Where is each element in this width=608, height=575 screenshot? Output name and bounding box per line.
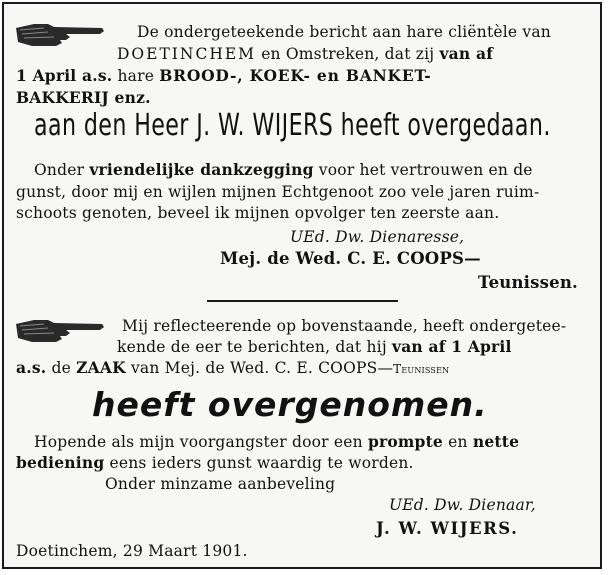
notice2-as: a.s. — [16, 358, 47, 377]
notice2-signer: J. W. WIJERS. — [376, 519, 519, 538]
notice1-para-line2: gunst, door mij en wijlen mijnen Echtgenoot zoo vele jaren ruim- — [16, 183, 540, 201]
para-bold: vriendelijke dankzegging — [89, 160, 314, 179]
para-text: voor het vertrouwen en de — [318, 161, 533, 179]
notice1-line3 — [16, 67, 431, 85]
pointing-hand-icon — [14, 316, 106, 346]
divider — [207, 300, 398, 302]
para-bold: bediening — [16, 453, 105, 472]
notice2-line2 — [117, 338, 512, 356]
notice2-text: van Mej. de Wed. C. E. COOPS— — [130, 359, 394, 377]
para-text: Hopende als mijn voorgangster door een — [34, 433, 363, 451]
para-text: eens ieders gunst waardig te worden. — [109, 454, 414, 472]
para-bold: nette — [472, 432, 520, 451]
notice2-date: van af 1 April — [391, 337, 512, 356]
notice1-line1: De ondergeteekende bericht aan hare cliëntèle van — [137, 23, 551, 41]
dateline: Doetinchem, 29 Maart 1901. — [16, 542, 248, 560]
pointing-hand-icon — [14, 20, 106, 50]
notice1-line2-bold: van af — [439, 44, 494, 63]
para-text: Onder — [34, 161, 85, 179]
notice2-para-line3: Onder minzame aanbeveling — [105, 475, 336, 493]
notice1-signer-line2: Teunissen. — [478, 273, 578, 292]
notice1-line2-text: en Omstreken, dat zij — [261, 45, 435, 63]
notice1-para-line3: schoots genoten, beveel ik mijnen opvolger ten zeerste aan. — [16, 204, 500, 222]
notice2-text-smallcaps: Teunissen — [393, 362, 450, 376]
notice2-text: kende de eer te berichten, dat hij — [117, 338, 387, 356]
notice2-line1: Mij reflecteerende op bovenstaande, heeft ondergetee- — [122, 317, 567, 335]
town-name: DOETINCHEM — [117, 45, 257, 63]
notice1-line4: BAKKERIJ enz. — [16, 88, 151, 107]
notice1-line2 — [117, 45, 493, 63]
notice1-para-line1 — [34, 161, 533, 179]
notice1-signer: Mej. de Wed. C. E. COOPS— — [220, 249, 481, 268]
notice2-line3 — [16, 359, 449, 378]
para-bold: prompte — [367, 432, 443, 451]
notice1-date: 1 April a.s. — [16, 66, 113, 85]
notice1-line3-text: hare — [117, 67, 155, 85]
notice2-text: de — [51, 359, 72, 377]
notice2-zaak: ZAAK — [76, 358, 126, 377]
notice2-headline: heeft overgenomen. — [92, 385, 488, 424]
notice2-closing: UEd. Dw. Dienaar, — [389, 496, 536, 514]
para-text: en — [448, 433, 468, 451]
notice2-para-line1 — [34, 433, 519, 451]
notice1-closing: UEd. Dw. Dienaresse, — [290, 228, 465, 246]
notice1-headline: aan den Heer J. W. WIJERS heeft overgedaan. — [34, 108, 551, 143]
notice2-para-line2 — [16, 454, 414, 472]
notice1-trade: BROOD-, KOEK- en BANKET- — [159, 66, 432, 85]
advertisement — [2, 2, 602, 569]
